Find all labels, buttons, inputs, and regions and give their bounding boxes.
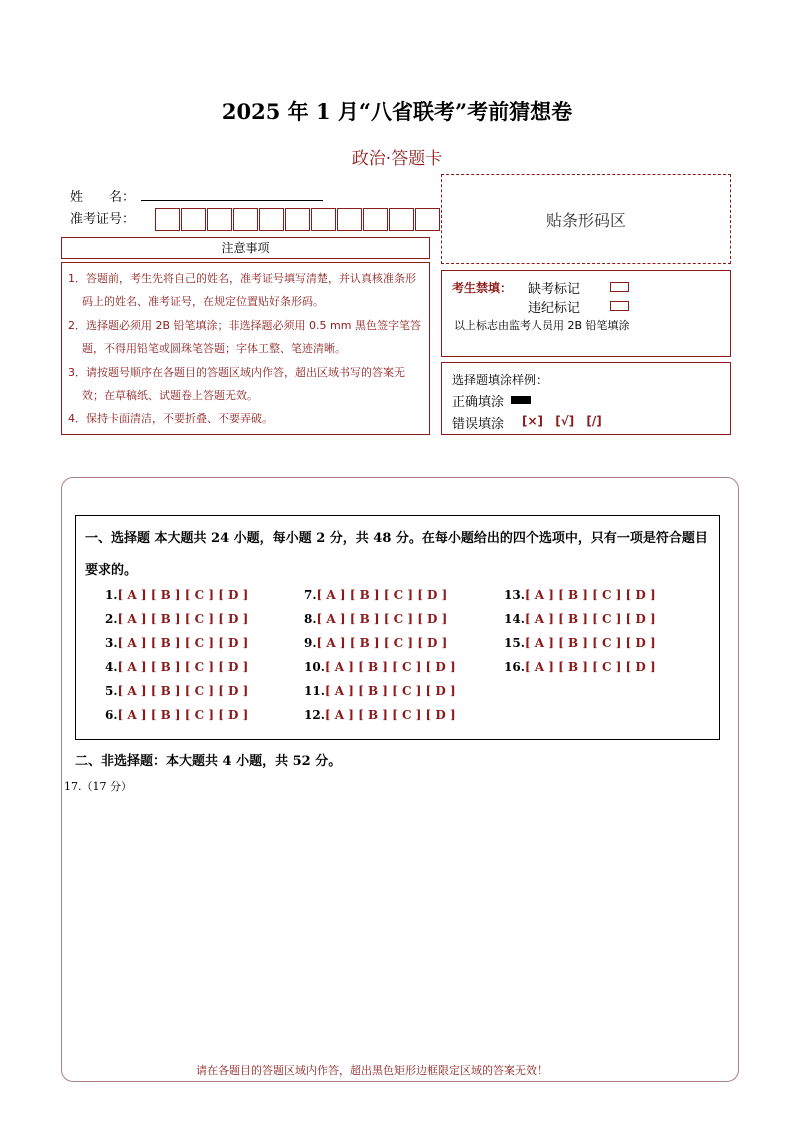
answer-options[interactable]: [ A ] [ B ] [ C ] [ D ] — [117, 660, 249, 674]
violation-label: 违纪标记 — [528, 301, 581, 316]
notice-item: 3．请按题号顺序在各题目的答题区域内作答，超出区域书写的答案无效；在草稿纸、试题卷上答题无效。 — [68, 365, 405, 403]
mc-question-row[interactable] — [304, 708, 456, 722]
notice-item: 4．保持卡面清洁，不要折叠、不要弄破。 — [68, 412, 273, 426]
absent-label: 缺考标记 — [528, 282, 581, 297]
question-number: 1. — [105, 588, 118, 602]
answer-options[interactable]: [ A ] [ B ] [ C ] [ D ] — [524, 660, 656, 674]
mc-question-row[interactable] — [105, 636, 248, 650]
answer-options[interactable]: [ A ] [ B ] [ C ] [ D ] — [524, 588, 656, 602]
mc-question-row[interactable] — [105, 612, 248, 626]
question-number: 2. — [105, 612, 118, 626]
mc-question-row[interactable] — [105, 588, 248, 602]
answer-options[interactable]: [ A ] [ B ] [ C ] [ D ] — [324, 684, 456, 698]
mc-question-row[interactable] — [304, 636, 447, 650]
mc-question-row[interactable] — [504, 660, 656, 674]
forbid-box — [441, 270, 731, 357]
correct-label: 正确填涂 — [452, 395, 505, 410]
answer-options[interactable]: [ A ] [ B ] [ C ] [ D ] — [524, 636, 656, 650]
mc-question-row[interactable] — [105, 684, 248, 698]
violation-mark-box[interactable] — [610, 301, 629, 311]
wrong-mark: [×] — [522, 414, 544, 428]
notice-item: 2．选择题必须用 2B 铅笔填涂；非选择题必须用 0.5 mm 黑色签字笔答题，不得用铅笔或圆珠笔答题；字体工整、笔迹清晰。 — [68, 318, 421, 356]
question-number: 16. — [504, 660, 525, 674]
answer-options[interactable]: [ A ] [ B ] [ C ] [ D ] — [117, 708, 249, 722]
question-number: 7. — [304, 588, 317, 602]
exam-id-digit-box[interactable] — [207, 208, 232, 231]
barcode-label: 贴条形码区 — [545, 210, 626, 230]
question-number: 6. — [105, 708, 118, 722]
wrong-mark: [/] — [586, 414, 602, 428]
answer-options[interactable]: [ A ] [ B ] [ C ] [ D ] — [324, 660, 456, 674]
answer-options[interactable]: [ A ] [ B ] [ C ] [ D ] — [324, 708, 456, 722]
correct-fill-sample — [511, 396, 531, 404]
mc-question-row[interactable] — [105, 660, 248, 674]
section2-heading: 二、非选择题：本大题共 4 小题，共 52 分。 — [75, 754, 342, 769]
page-subtitle: 政治·答题卡 — [351, 149, 443, 169]
answer-options[interactable]: [ A ] [ B ] [ C ] [ D ] — [524, 612, 656, 626]
answer-options[interactable]: [ A ] [ B ] [ C ] [ D ] — [316, 588, 448, 602]
mc-question-row[interactable] — [504, 636, 656, 650]
sample-title: 选择题填涂样例： — [452, 373, 549, 387]
answer-options[interactable]: [ A ] [ B ] [ C ] [ D ] — [316, 612, 448, 626]
answer-options[interactable]: [ A ] [ B ] [ C ] [ D ] — [117, 588, 249, 602]
mc-question-row[interactable] — [304, 684, 456, 698]
exam-id-boxes[interactable] — [155, 208, 441, 231]
mc-question-row[interactable] — [304, 588, 447, 602]
exam-id-label: 准考证号： — [70, 212, 136, 227]
question-number: 5. — [105, 684, 118, 698]
wrong-label: 错误填涂 — [452, 417, 505, 432]
question-number: 10. — [304, 660, 325, 674]
forbid-note: 以上标志由监考人员用 2B 铅笔填涂 — [454, 319, 630, 332]
page-title: 2025 年 1 月“八省联考”考前猜想卷 — [221, 99, 573, 124]
question-number: 9. — [304, 636, 317, 650]
name-label: 姓 名： — [70, 190, 136, 205]
notice-heading: 注意事项 — [61, 237, 430, 259]
answer-options[interactable]: [ A ] [ B ] [ C ] [ D ] — [117, 612, 249, 626]
absent-mark-box[interactable] — [610, 282, 629, 292]
mc-question-row[interactable] — [105, 708, 248, 722]
question-17-label: 17.（17 分） — [64, 780, 132, 793]
question-number: 13. — [504, 588, 525, 602]
question-number: 15. — [504, 636, 525, 650]
name-field[interactable] — [141, 200, 323, 201]
wrong-mark: [√] — [555, 414, 575, 428]
question-number: 3. — [105, 636, 118, 650]
notice-item: 1．答题前，考生先将自己的姓名，准考证号填写清楚，并认真核准条形码上的姓名、准考证号，在规定位置贴好条形码。 — [68, 272, 416, 309]
exam-id-digit-box[interactable] — [181, 208, 206, 231]
question-number: 8. — [304, 612, 317, 626]
mc-question-row[interactable] — [504, 588, 656, 602]
exam-id-digit-box[interactable] — [337, 208, 362, 231]
question-number: 14. — [504, 612, 525, 626]
question-number: 4. — [105, 660, 118, 674]
exam-id-digit-box[interactable] — [311, 208, 336, 231]
question-number: 11. — [304, 684, 325, 698]
answer-options[interactable]: [ A ] [ B ] [ C ] [ D ] — [117, 636, 249, 650]
barcode-area — [441, 174, 731, 264]
answer-options[interactable]: [ A ] [ B ] [ C ] [ D ] — [316, 636, 448, 650]
exam-id-digit-box[interactable] — [389, 208, 414, 231]
exam-id-digit-box[interactable] — [285, 208, 310, 231]
notice-box — [61, 262, 430, 435]
exam-id-digit-box[interactable] — [363, 208, 388, 231]
mc-heading: 一、选择题 本大题共 24 小题，每小题 2 分，共 48 分。在每小题给出的四个选项中，只有一项是符合题目要求的。 — [85, 531, 708, 578]
sample-box — [441, 362, 731, 435]
exam-id-digit-box[interactable] — [415, 208, 440, 231]
footer-note: 请在各题目的答题区域内作答，超出黑色矩形边框限定区域的答案无效！ — [196, 1064, 548, 1077]
mc-question-row[interactable] — [304, 660, 456, 674]
exam-id-digit-box[interactable] — [259, 208, 284, 231]
question-number: 12. — [304, 708, 325, 722]
mc-question-row[interactable] — [304, 612, 447, 626]
answer-options[interactable]: [ A ] [ B ] [ C ] [ D ] — [117, 684, 249, 698]
exam-id-digit-box[interactable] — [233, 208, 258, 231]
mc-question-row[interactable] — [504, 612, 656, 626]
exam-id-digit-box[interactable] — [155, 208, 180, 231]
forbid-label: 考生禁填： — [452, 281, 513, 295]
wrong-marks — [522, 414, 602, 428]
